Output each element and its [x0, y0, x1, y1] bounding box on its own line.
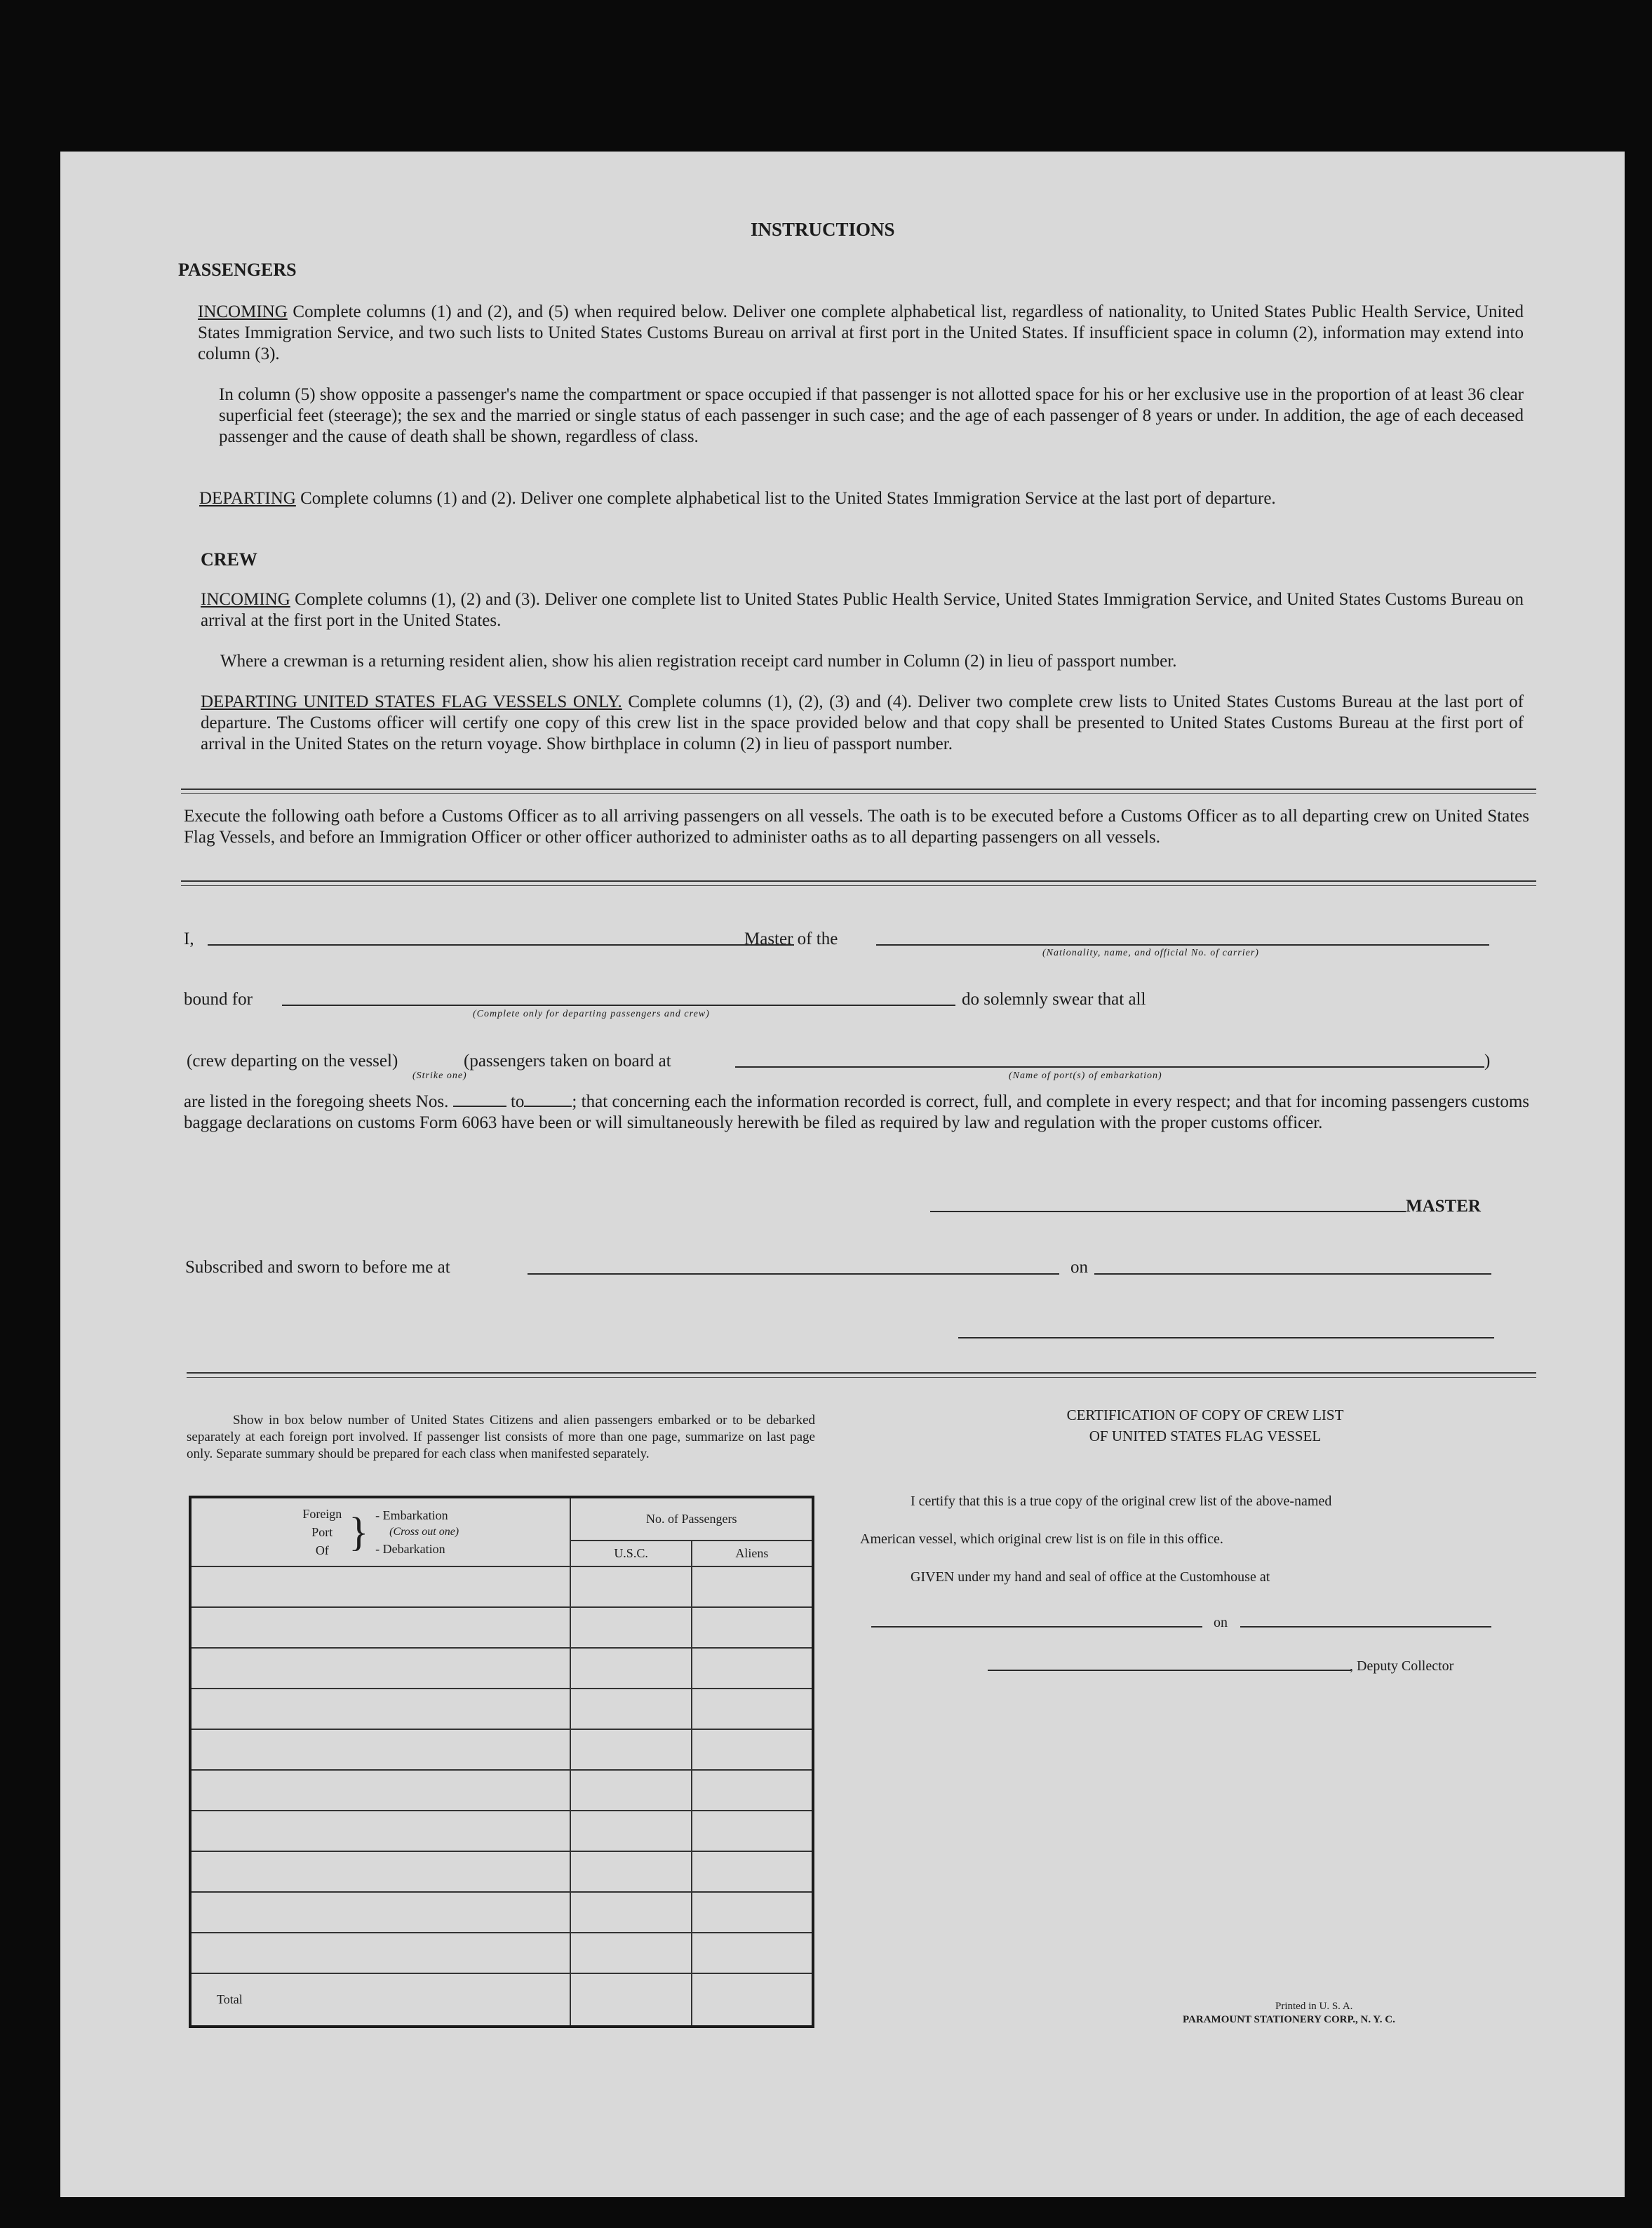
master-of-the-label: Master of the	[744, 930, 838, 948]
ports-caption: (Name of port(s) of embarkation)	[1009, 1071, 1162, 1081]
table-row	[190, 1729, 813, 1770]
officer-signature-field[interactable]	[958, 1337, 1494, 1338]
aliens-cell[interactable]	[692, 1566, 813, 1607]
passengers-departing-paragraph	[199, 488, 1524, 509]
usc-cell[interactable]	[570, 1689, 691, 1729]
instructions-title: INSTRUCTIONS	[751, 219, 895, 240]
crew-resident-alien-paragraph: Where a crewman is a returning resident alien, show his alien registration receipt card number in Column (2) in lieu of passport number.	[220, 652, 1177, 671]
subscribed-label: Subscribed and sworn to before me at	[185, 1258, 450, 1277]
american-vessel-text: American vessel, which original crew list is on file in this office.	[860, 1531, 1223, 1547]
total-usc-cell[interactable]	[570, 1973, 691, 2027]
total-row	[190, 1973, 813, 2027]
port-cell[interactable]	[190, 1892, 570, 1933]
section-divider	[187, 1372, 1536, 1374]
deputy-collector-label: , Deputy Collector	[1350, 1658, 1454, 1674]
crew-departing-text: Complete columns (1), (2), (3) and (4). Deliver two complete crew lists to United States Customs Bureau at the last port of departure. The Customs officer will certify one copy of this crew list in the space provided below and that copy shall be presented to United States Customs Bureau at the first port of arrival in the United States on the return voyage. Show birthplace in column (2) in lieu of passport number.	[201, 692, 1524, 753]
of-label: Of	[315, 1543, 329, 1557]
table-row	[190, 1933, 813, 1973]
certification-title-line1: CERTIFICATION OF COPY OF CREW LIST	[1066, 1407, 1344, 1423]
port-cell[interactable]	[190, 1607, 570, 1648]
section-divider	[181, 885, 1536, 886]
oath-intro: Execute the following oath before a Customs Officer as to all arriving passengers on all vessels. The oath is to be executed before a Customs Officer as to all departing crew on United States Flag Vessels, and before an Immigration Officer or other officer authorized to administer oaths as to all departing passengers on all vessels.	[184, 807, 1529, 847]
bound-for-field[interactable]	[282, 1005, 955, 1006]
passengers-heading: PASSENGERS	[178, 260, 297, 280]
table-row	[190, 1851, 813, 1892]
sheet-to-field[interactable]	[524, 1092, 572, 1107]
aliens-cell[interactable]	[692, 1770, 813, 1811]
table-row	[190, 1648, 813, 1689]
passenger-summary-table	[189, 1496, 814, 2028]
passengers-departing-text: Complete columns (1) and (2). Deliver one complete alphabetical list to the United States Immigration Service at the last port of departure.	[300, 489, 1276, 508]
form-page	[60, 152, 1625, 2197]
customhouse-field[interactable]	[871, 1626, 1202, 1628]
subscribed-date-field[interactable]	[1094, 1273, 1491, 1275]
usc-cell[interactable]	[570, 1607, 691, 1648]
port-cell[interactable]	[190, 1811, 570, 1851]
port-cell[interactable]	[190, 1851, 570, 1892]
crew-incoming-label: INCOMING	[201, 590, 290, 609]
section-divider	[181, 793, 1536, 794]
table-row	[190, 1770, 813, 1811]
passengers-taken-option: (passengers taken on board at	[464, 1052, 671, 1071]
sheet-from-field[interactable]	[453, 1092, 506, 1107]
table-row	[190, 1607, 813, 1648]
passengers-incoming-paragraph	[198, 302, 1524, 365]
port-cell[interactable]	[190, 1729, 570, 1770]
passengers-incoming-text: Complete columns (1) and (2), and (5) when required below. Deliver one complete alphabetical list, regardless of nationality, to United States Public Health Service, United States Immigration Service, and two such lists to United States Customs Bureau on arrival at first port in the United States. If insufficient space in column (2), information may extend into column (3).	[198, 302, 1524, 363]
subscribed-place-field[interactable]	[528, 1273, 1059, 1275]
usc-cell[interactable]	[570, 1648, 691, 1689]
passengers-incoming-label: INCOMING	[198, 302, 288, 321]
aliens-cell[interactable]	[692, 1892, 813, 1933]
total-aliens-cell[interactable]	[692, 1973, 813, 2027]
usc-cell[interactable]	[570, 1851, 691, 1892]
usc-cell[interactable]	[570, 1729, 691, 1770]
usc-cell[interactable]	[570, 1933, 691, 1973]
passengers-departing-label: DEPARTING	[199, 489, 296, 508]
table-row	[190, 1811, 813, 1851]
listed-paragraph	[184, 1092, 1529, 1134]
crew-incoming-paragraph	[201, 589, 1524, 631]
close-paren: )	[1484, 1052, 1491, 1071]
embarkation-label[interactable]: - Embarkation	[375, 1508, 448, 1522]
port-cell[interactable]	[190, 1566, 570, 1607]
master-signature-field[interactable]	[930, 1211, 1406, 1212]
usc-header: U.S.C.	[570, 1541, 691, 1566]
cross-out-note: (Cross out one)	[389, 1526, 459, 1538]
usc-cell[interactable]	[570, 1892, 691, 1933]
total-label: Total	[190, 1973, 570, 2027]
listed-post: ; that concerning each the information recorded is correct, full, and complete in every respect; and that for incoming passengers customs baggage declarations on customs Form 6063 have been or will simultaneously herewith be filed as required by law and regulation with the proper customs officer.	[184, 1092, 1529, 1132]
aliens-cell[interactable]	[692, 1689, 813, 1729]
deputy-collector-signature-field[interactable]	[988, 1670, 1351, 1671]
subscribed-on-label: on	[1070, 1258, 1088, 1277]
crew-heading: CREW	[201, 549, 257, 570]
printed-in-usa: Printed in U. S. A.	[1275, 2001, 1353, 2012]
master-name-field[interactable]	[208, 944, 794, 946]
usc-cell[interactable]	[570, 1770, 691, 1811]
aliens-cell[interactable]	[692, 1933, 813, 1973]
bound-for-caption: (Complete only for departing passengers and crew)	[473, 1009, 710, 1019]
certification-title-line2: OF UNITED STATES FLAG VESSEL	[1089, 1428, 1322, 1444]
oath-i-label: I,	[184, 930, 194, 948]
crew-departing-option: (crew departing on the vessel)	[187, 1052, 398, 1071]
aliens-cell[interactable]	[692, 1648, 813, 1689]
master-label: MASTER	[1406, 1197, 1481, 1216]
section-divider	[181, 880, 1536, 882]
port-header-cell	[190, 1497, 570, 1566]
carrier-field[interactable]	[876, 944, 1489, 946]
usc-cell[interactable]	[570, 1566, 691, 1607]
certification-date-field[interactable]	[1240, 1626, 1491, 1628]
aliens-header: Aliens	[692, 1541, 813, 1566]
crew-incoming-text: Complete columns (1), (2) and (3). Deliver one complete list to United States Public Health Service, United States Immigration Service, and United States Customs Bureau on arrival at the first port in the United States.	[201, 590, 1524, 630]
certification-title	[932, 1404, 1479, 1447]
aliens-cell[interactable]	[692, 1607, 813, 1648]
port-cell[interactable]	[190, 1689, 570, 1729]
crew-departing-label: DEPARTING UNITED STATES FLAG VESSELS ONLY.	[201, 692, 622, 711]
passengers-column5-paragraph: In column (5) show opposite a passenger's name the compartment or space occupied if that passenger is not allotted space for his or her exclusive use in the proportion of at least 36 clear superficial feet (steerage); the sex and the married or single status of each passenger in such case; and the age of each passenger of 8 years or under. In addition, the age of each deceased passenger and the cause of death shall be shown, regardless of class.	[219, 385, 1524, 446]
certification-on-label: on	[1214, 1615, 1228, 1630]
debarkation-label[interactable]: - Debarkation	[375, 1542, 445, 1556]
port-cell[interactable]	[190, 1770, 570, 1811]
crew-departing-paragraph	[201, 692, 1524, 755]
table-row	[190, 1892, 813, 1933]
swear-text: do solemnly swear that all	[962, 990, 1146, 1009]
printer-name: PARAMOUNT STATIONERY CORP., N. Y. C.	[1183, 2014, 1395, 2025]
brace-icon: }	[349, 1509, 369, 1555]
aliens-cell[interactable]	[692, 1851, 813, 1892]
port-cell[interactable]	[190, 1648, 570, 1689]
listed-pre: are listed in the foregoing sheets Nos.	[184, 1092, 449, 1111]
aliens-cell[interactable]	[692, 1729, 813, 1770]
section-divider	[187, 1377, 1536, 1378]
usc-cell[interactable]	[570, 1811, 691, 1851]
carrier-caption: (Nationality, name, and official No. of carrier)	[1042, 948, 1259, 958]
table-row	[190, 1689, 813, 1729]
listed-to: to	[510, 1092, 525, 1111]
foreign-label: Foreign	[302, 1507, 342, 1521]
bound-for-label: bound for	[184, 990, 253, 1009]
strike-one-caption: (Strike one)	[412, 1071, 467, 1081]
section-divider	[181, 788, 1536, 790]
aliens-cell[interactable]	[692, 1811, 813, 1851]
port-label: Port	[311, 1525, 333, 1539]
certify-text: I certify that this is a true copy of the original crew list of the above-named	[911, 1494, 1332, 1509]
given-text: GIVEN under my hand and seal of office at the Customhouse at	[911, 1569, 1270, 1585]
summary-instructions: Show in box below number of United States Citizens and alien passengers embarked or to be debarked separately at each foreign port involved. If passenger list consists of more than one page, summarize on last page only. Separate summary should be prepared for each class when manifested separately.	[187, 1413, 815, 1461]
ports-field[interactable]	[735, 1066, 1484, 1068]
table-row	[190, 1566, 813, 1607]
port-cell[interactable]	[190, 1933, 570, 1973]
no-of-passengers-header: No. of Passengers	[570, 1497, 813, 1541]
